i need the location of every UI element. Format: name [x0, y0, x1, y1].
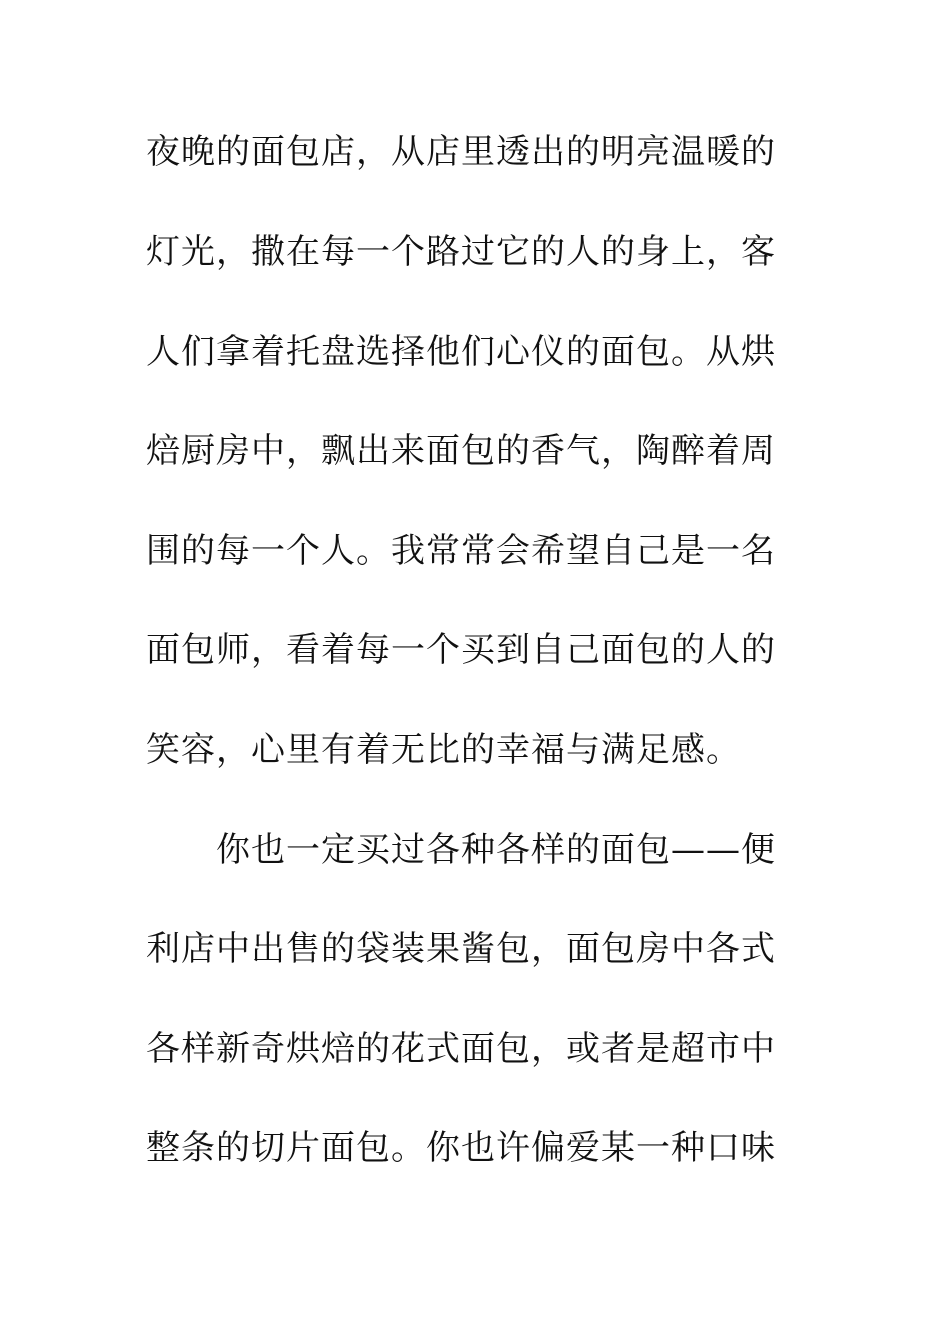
text-line: 面包师，看着每一个买到自己面包的人的 — [146, 630, 776, 670]
text-line: 围的每一个人。我常常会希望自己是一名 — [146, 531, 776, 571]
text-line: 各样新奇烘焙的花式面包，或者是超市中 — [146, 1029, 776, 1069]
text-line: 焙厨房中，飘出来面包的香气，陶醉着周 — [146, 431, 776, 471]
text-line: 灯光，撒在每一个路过它的人的身上，客 — [146, 232, 776, 272]
text-line: 利店中出售的袋装果酱包，面包房中各式 — [146, 929, 776, 969]
text-line: 人们拿着托盘选择他们心仪的面包。从烘 — [146, 332, 776, 372]
text-line: 笑容，心里有着无比的幸福与满足感。 — [146, 730, 741, 770]
text-line: 你也一定买过各种各样的面包——便 — [216, 830, 776, 870]
text-line: 夜晚的面包店，从店里透出的明亮温暖的 — [146, 132, 776, 172]
text-line: 整条的切片面包。你也许偏爱某一种口味 — [146, 1128, 776, 1168]
